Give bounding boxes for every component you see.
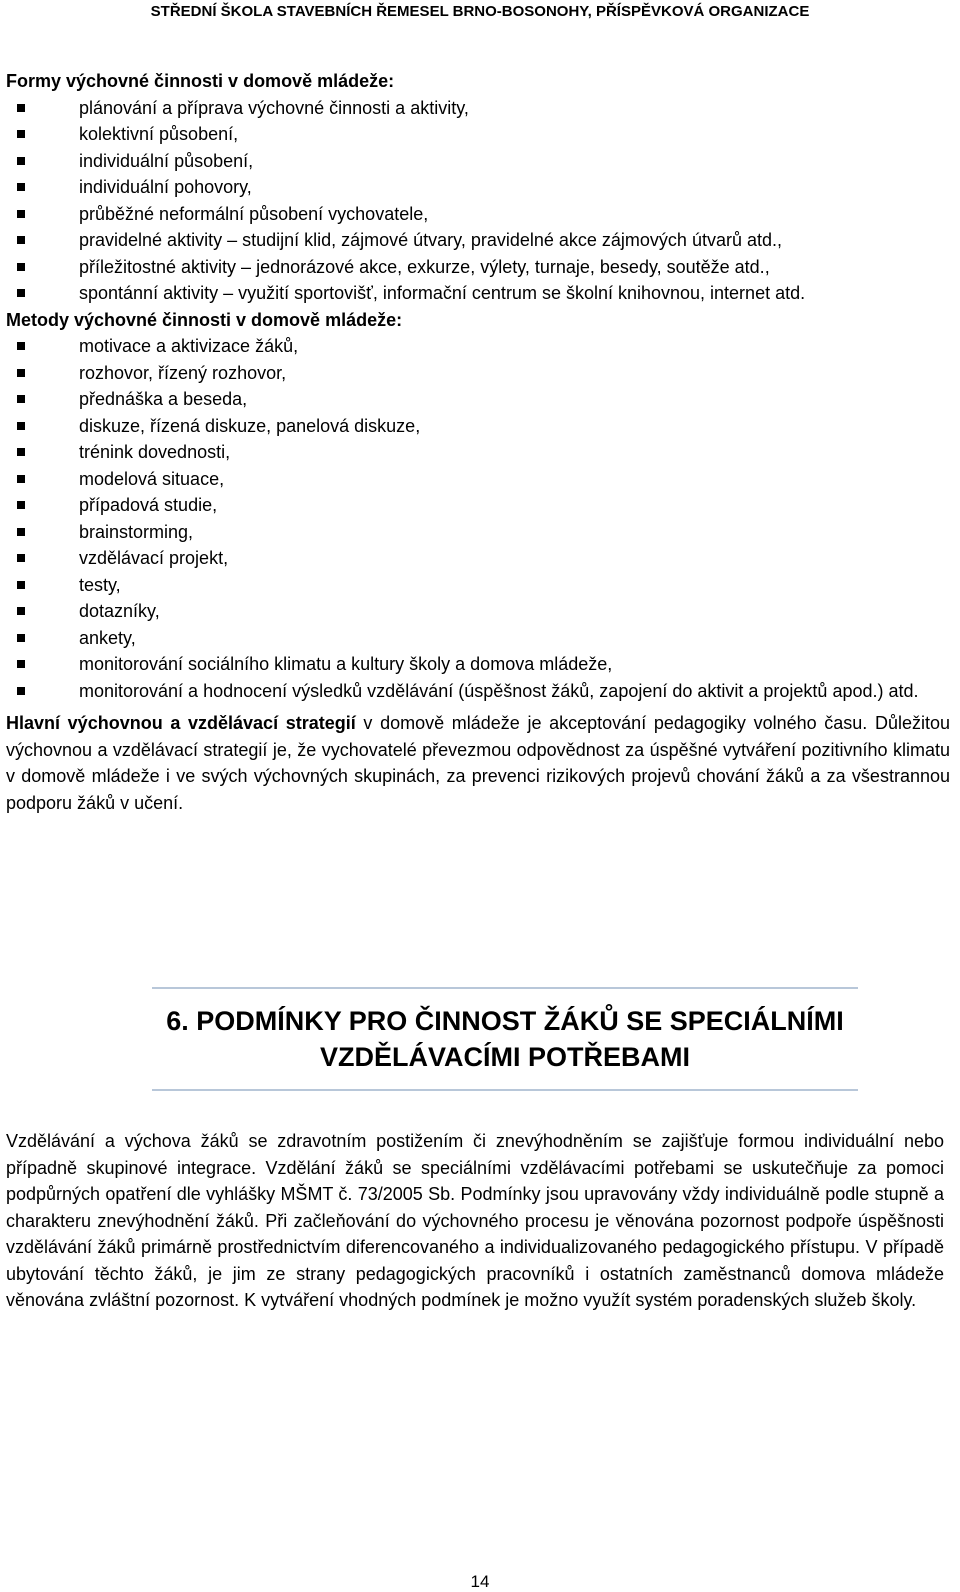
- page-header: [0, 0, 960, 30]
- square-bullet-icon: [17, 607, 25, 615]
- square-bullet-icon: [17, 475, 25, 483]
- square-bullet-icon: [17, 395, 25, 403]
- square-bullet-icon: [17, 687, 25, 695]
- list-item: ankety,: [6, 625, 950, 652]
- methods-heading: Metody výchovné činnosti v domově mládeže:: [6, 309, 403, 330]
- square-bullet-icon: [17, 289, 25, 297]
- square-bullet-icon: [17, 554, 25, 562]
- list-item: trénink dovednosti,: [6, 439, 950, 466]
- square-bullet-icon: [17, 210, 25, 218]
- list-item: spontánní aktivity – využití sportovišť, informační centrum se školní knihovnou, internet atd.: [6, 280, 950, 307]
- page-number: 14: [470, 1572, 490, 1591]
- list-item: motivace a aktivizace žáků,: [6, 333, 950, 360]
- section-paragraph: Vzdělávání a výchova žáků se zdravotním postižením či znevýhodněním se zajišťuje formou individuální nebo případně skupinové integrace. Vzdělání žáků se speciálními vzdělávacími potřebami se uskutečňuje za pomoci podpůrných opatření dle vyhlášky MŠMT č. 73/2005 Sb. Podmínky jsou upravovány vždy individuálně podle stupně a charakteru znevýhodnění žáků. Při začleňování do výchovného procesu je věnována pozornost podpoře úspěšnosti vzdělávání žáků primárně prostřednictvím diferencovaného a individualizovaného pedagogického přístupu. V případě ubytování těchto žáků, je jim ze strany pedagogických pracovníků i ostatních zaměstnanců domova mládeže věnována zvláštní pozornost. K vytváření vhodných podmínek je možno využít systém poradenských služeb školy.: [6, 1131, 944, 1310]
- square-bullet-icon: [17, 130, 25, 138]
- strategy-paragraph: [6, 710, 950, 816]
- square-bullet-icon: [17, 369, 25, 377]
- section-top-rule: [152, 987, 858, 989]
- methods-list: [6, 333, 950, 704]
- list-item: přednáška a beseda,: [6, 386, 950, 413]
- list-item: individuální působení,: [6, 148, 950, 175]
- square-bullet-icon: [17, 660, 25, 668]
- list-item: průběžné neformální působení vychovatele,: [6, 201, 950, 228]
- square-bullet-icon: [17, 183, 25, 191]
- forms-heading: Formy výchovné činnosti v domově mládeže:: [6, 71, 395, 91]
- strategy-bold-lead: Hlavní výchovnou a vzdělávací strategií: [6, 713, 356, 733]
- square-bullet-icon: [17, 157, 25, 165]
- list-item: kolektivní působení,: [6, 121, 950, 148]
- section-6-body: [6, 1128, 944, 1314]
- list-item: pravidelné aktivity – studijní klid, zájmové útvary, pravidelné akce zájmových útvarů atd.,: [6, 227, 950, 254]
- list-item: testy,: [6, 572, 950, 599]
- list-item: diskuze, řízená diskuze, panelová diskuze,: [6, 413, 950, 440]
- list-item: monitorování sociálního klimatu a kultury školy a domova mládeže,: [6, 651, 950, 678]
- list-item: rozhovor, řízený rozhovor,: [6, 360, 950, 387]
- list-item: brainstorming,: [6, 519, 950, 546]
- main-content: [6, 68, 950, 816]
- section-6: [152, 987, 858, 1091]
- square-bullet-icon: [17, 236, 25, 244]
- square-bullet-icon: [17, 422, 25, 430]
- square-bullet-icon: [17, 528, 25, 536]
- square-bullet-icon: [17, 581, 25, 589]
- list-item: plánování a příprava výchovné činnosti a aktivity,: [6, 95, 950, 122]
- list-item: vzdělávací projekt,: [6, 545, 950, 572]
- square-bullet-icon: [17, 263, 25, 271]
- strategy-text: v domově mládeže je akceptování pedagogiky volného času. Důležitou výchovnou a vzdělávací strategií je, že vychovatelé převezmou odpovědnost za úspěšné vytváření pozitivního klimatu v domově mládeže i ve svých výchovných skupinách, za prevenci rizikových projevů chování žáků a za všestrannou podporu žáků v učení.: [6, 713, 950, 813]
- square-bullet-icon: [17, 104, 25, 112]
- square-bullet-icon: [17, 501, 25, 509]
- section-title: 6. PODMÍNKY PRO ČINNOST ŽÁKŮ SE SPECIÁLNÍMI VZDĚLÁVACÍMI POTŘEBAMI: [166, 1006, 844, 1072]
- forms-list: [6, 95, 950, 307]
- list-item: případová studie,: [6, 492, 950, 519]
- list-item: monitorování a hodnocení výsledků vzdělávání (úspěšnost žáků, zapojení do aktivit a projektů apod.) atd.: [6, 678, 950, 705]
- section-bottom-rule: [152, 1089, 858, 1091]
- school-name: STŘEDNÍ ŠKOLA STAVEBNÍCH ŘEMESEL BRNO-BOSONOHY, PŘÍSPĚVKOVÁ ORGANIZACE: [150, 3, 810, 20]
- square-bullet-icon: [17, 342, 25, 350]
- square-bullet-icon: [17, 448, 25, 456]
- list-item: modelová situace,: [6, 466, 950, 493]
- list-item: příležitostné aktivity – jednorázové akce, exkurze, výlety, turnaje, besedy, soutěže atd.,: [6, 254, 950, 281]
- list-item: dotazníky,: [6, 598, 950, 625]
- square-bullet-icon: [17, 634, 25, 642]
- list-item: individuální pohovory,: [6, 174, 950, 201]
